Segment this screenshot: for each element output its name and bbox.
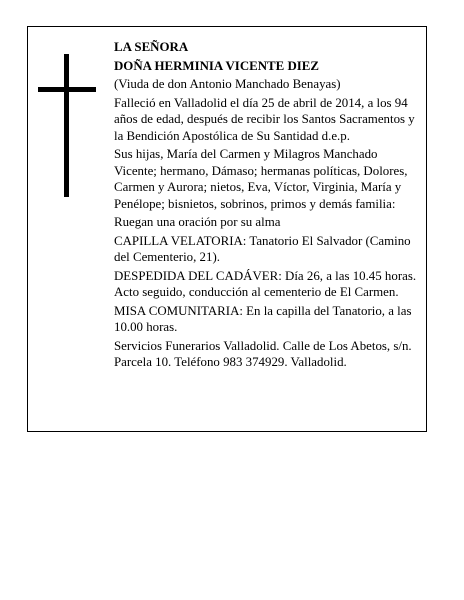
cross-vertical-bar	[64, 54, 69, 197]
chapel-paragraph: CAPILLA VELATORIA: Tanatorio El Salvador (Camino del Cementerio, 21).	[114, 233, 411, 264]
widow-line: (Viuda de don Antonio Manchado Benayas)	[114, 77, 341, 91]
latin-cross-icon	[38, 54, 96, 197]
family-paragraph: Sus hijas, María del Carmen y Milagros Manchado Vicente; hermano, Dámaso; hermanas políticas, Dolores, Carmen y Aurora; nietos, Eva, Víctor, Virginia, María y Penélope; bisnietos, sobrinos, primos y demás familia:	[114, 147, 408, 211]
deceased-name: DOÑA HERMINIA VICENTE DIEZ	[114, 58, 319, 73]
mass-paragraph: MISA COMUNITARIA: En la capilla del Tanatorio, a las 10.00 horas.	[114, 303, 412, 334]
farewell-paragraph: DESPEDIDA DEL CADÁVER: Día 26, a las 10.45 horas. Acto seguido, conducción al cementerio de El Carmen.	[114, 268, 417, 299]
prayer-line: Ruegan una oración por su alma	[114, 215, 281, 229]
cross-horizontal-bar	[38, 87, 96, 92]
services-paragraph: Servicios Funerarios Valladolid. Calle de Los Abetos, s/n. Parcela 10. Teléfono 983 374929. Valladolid.	[114, 338, 412, 369]
death-paragraph: Falleció en Valladolid el día 25 de abril de 2014, a los 94 años de edad, después de recibir los Santos Sacramentos y la Bendición Apostólica de Su Santidad d.e.p.	[114, 95, 415, 143]
obituary-notice	[27, 26, 427, 432]
notice-heading-title: LA SEÑORA	[114, 40, 189, 54]
notice-text	[114, 39, 420, 373]
